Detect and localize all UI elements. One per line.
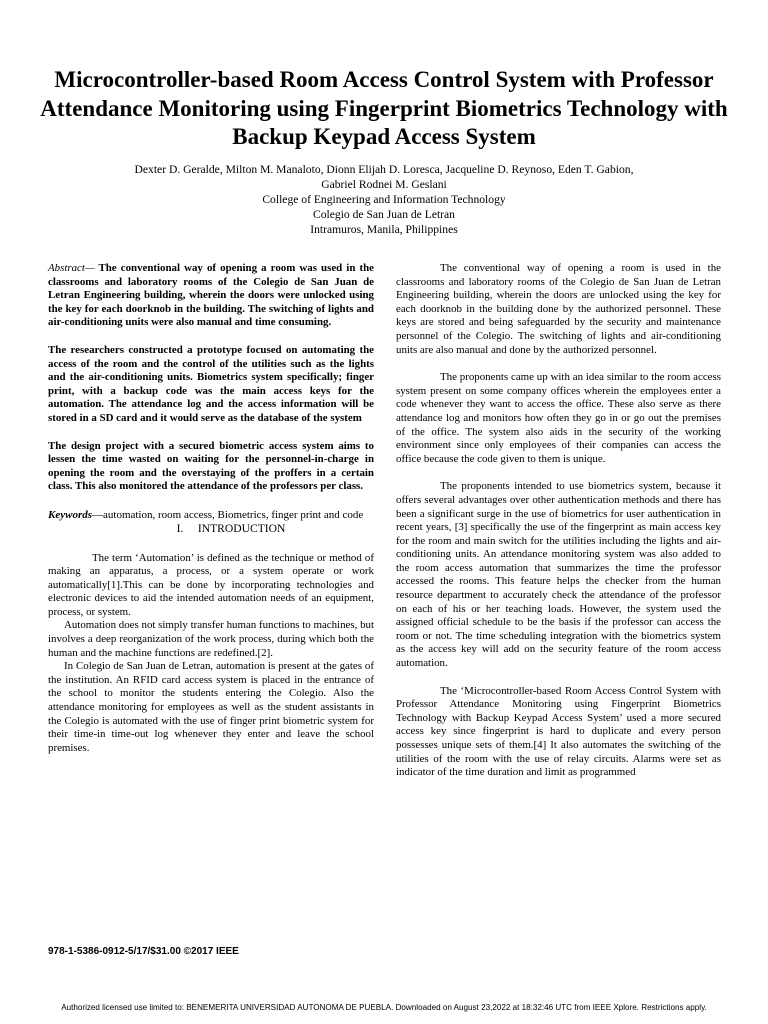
body-paragraph-3: The proponents intended to use biometrics system, because it offers several advantages over other authentication methods and there has been a significant surge in the use of biometrics for user authentication in recent years, [3] specifically the use of the fingerprint as main access key for the room and main switch for the utilities including the lights and air-conditioning units. An attendance monitoring system was also added to the room access automation that summarizes the time the professor accessed the rooms. This feature helps the checker from the human resource department to accurately check the attendance of the professor on each of his or her teaching loads. However, the system used the assigned official schedule to be the basis if the professor can access the room or not. The time scheduling integration with the biometrics system as the access key will add on the security feature of the room access automation. bbox=[396, 480, 721, 670]
right-column bbox=[396, 262, 721, 780]
abstract-paragraph-3: The design project with a secured biometric access system aims to lessen the time wasted on waiting for the personnel-in-charge in opening the room and the overstaying of the proffers in a certain class. This also monitored the attendance of the professors per class. bbox=[48, 439, 374, 493]
keywords-label: Keywords bbox=[48, 508, 92, 521]
author-department: College of Engineering and Information Technology bbox=[262, 193, 506, 206]
license-notice: Authorized licensed use limited to: BENEMERITA UNIVERSIDAD AUTONOMA DE PUEBLA. Downloaded on August 23,2022 at 18:32:46 UTC from IEEE Xplore. Restrictions apply. bbox=[61, 1003, 707, 1012]
body-paragraph-2: The proponents came up with an idea similar to the room access system present on some company offices wherein the employees enter a code whenever they want to access the office. These also serve as there attendance log and monitors how often they go in or go out the premises of the office. The system also aids in the security of the working environment since only employees of their companies can access the office because the code given to them is unique. bbox=[396, 371, 721, 465]
body-paragraph-1: The conventional way of opening a room is used in the classrooms and laboratory rooms of the Colegio de San Juan de Letran Engineering building, wherein the doors are unlocked using the key for each doorknob in the building done by the authorized personnel. These keys are stored and being safeguarded by the security and maintenance personnel of the Colegio. The switching of lights and air-conditioning units are also manual and done by the authorized personnel. bbox=[396, 262, 721, 356]
section-heading-introduction: I. INTRODUCTION bbox=[176, 521, 286, 535]
abstract-paragraph-2: The researchers constructed a prototype focused on automating the access of the room and the control of the utilities such as the lights and the air-conditioning units. Biometrics system specifically; finger print, with a backup code was the main access keys for the automation. The attendance log and the access information will be stored in a SD card and it would serve as the database of the system bbox=[48, 343, 374, 424]
left-column bbox=[48, 262, 374, 755]
abstract-paragraph-1 bbox=[48, 262, 374, 330]
keywords bbox=[48, 508, 374, 522]
author-list-line-2: Gabriel Rodnei M. Geslani bbox=[321, 178, 447, 191]
author-block bbox=[60, 162, 708, 237]
author-location: Intramuros, Manila, Philippines bbox=[310, 223, 458, 236]
intro-paragraph-2: Automation does not simply transfer human functions to machines, but involves a deep reorganization of the work process, during which both the human and the machine functions are redefined.[2]. bbox=[48, 619, 374, 659]
abstract-label: Abstract— bbox=[48, 262, 95, 274]
body-paragraph-4: The ‘Microcontroller-based Room Access Control System with Professor Attendance Monitoring using Fingerprint Biometrics Technology with Backup Keypad Access System’ used a more secured access key since fingerprint is hard to duplicate and every person possesses unique sets of them.[4] It also automates the switching of the utilities of the room with the use of relay circuits. Alarms were set as indicator of the time duration and limit as programmed bbox=[396, 684, 721, 779]
paper-title: Microcontroller-based Room Access Control System with Professor Attendance Monitoring using Fingerprint Biometrics Technology with Backup Keypad Access System bbox=[40, 67, 728, 149]
keywords-text: —automation, room access, Biometrics, finger print and code bbox=[92, 508, 364, 521]
abstract-text-1: The conventional way of opening a room was used in the classrooms and laboratory rooms of the Colegio de San Juan de Letran Engineering building, wherein the doors were unlocked using the key for each doorknob in the building. The switching of lights and air-conditioning units were also manual and time consuming. bbox=[48, 262, 374, 329]
intro-paragraph-1: The term ‘Automation’ is defined as the technique or method of making an apparatus, a process, or a system operate or work automatically[1].This can be done by incorporating technologies and electronic devices to aid the intended automation needs of an equipment, process, or system. bbox=[48, 551, 374, 618]
author-institution: Colegio de San Juan de Letran bbox=[313, 208, 455, 221]
isbn-copyright: 978-1-5386-0912-5/17/$31.00 ©2017 IEEE bbox=[48, 946, 239, 957]
author-list-line-1: Dexter D. Geralde, Milton M. Manaloto, Dionn Elijah D. Loresca, Jacqueline D. Reynoso, Eden T. Gabion, bbox=[134, 163, 634, 176]
intro-paragraph-3: In Colegio de San Juan de Letran, automation is present at the gates of the institution. An RFID card access system is placed in the entrance of the school to monitor the students entering the Colegio. Also the attendance monitoring for employees as well as the student assistants in the Colegio is automated with the use of finger print biometric system for their time-in time-out log whenever they enter and leave the school premises. bbox=[48, 660, 374, 754]
